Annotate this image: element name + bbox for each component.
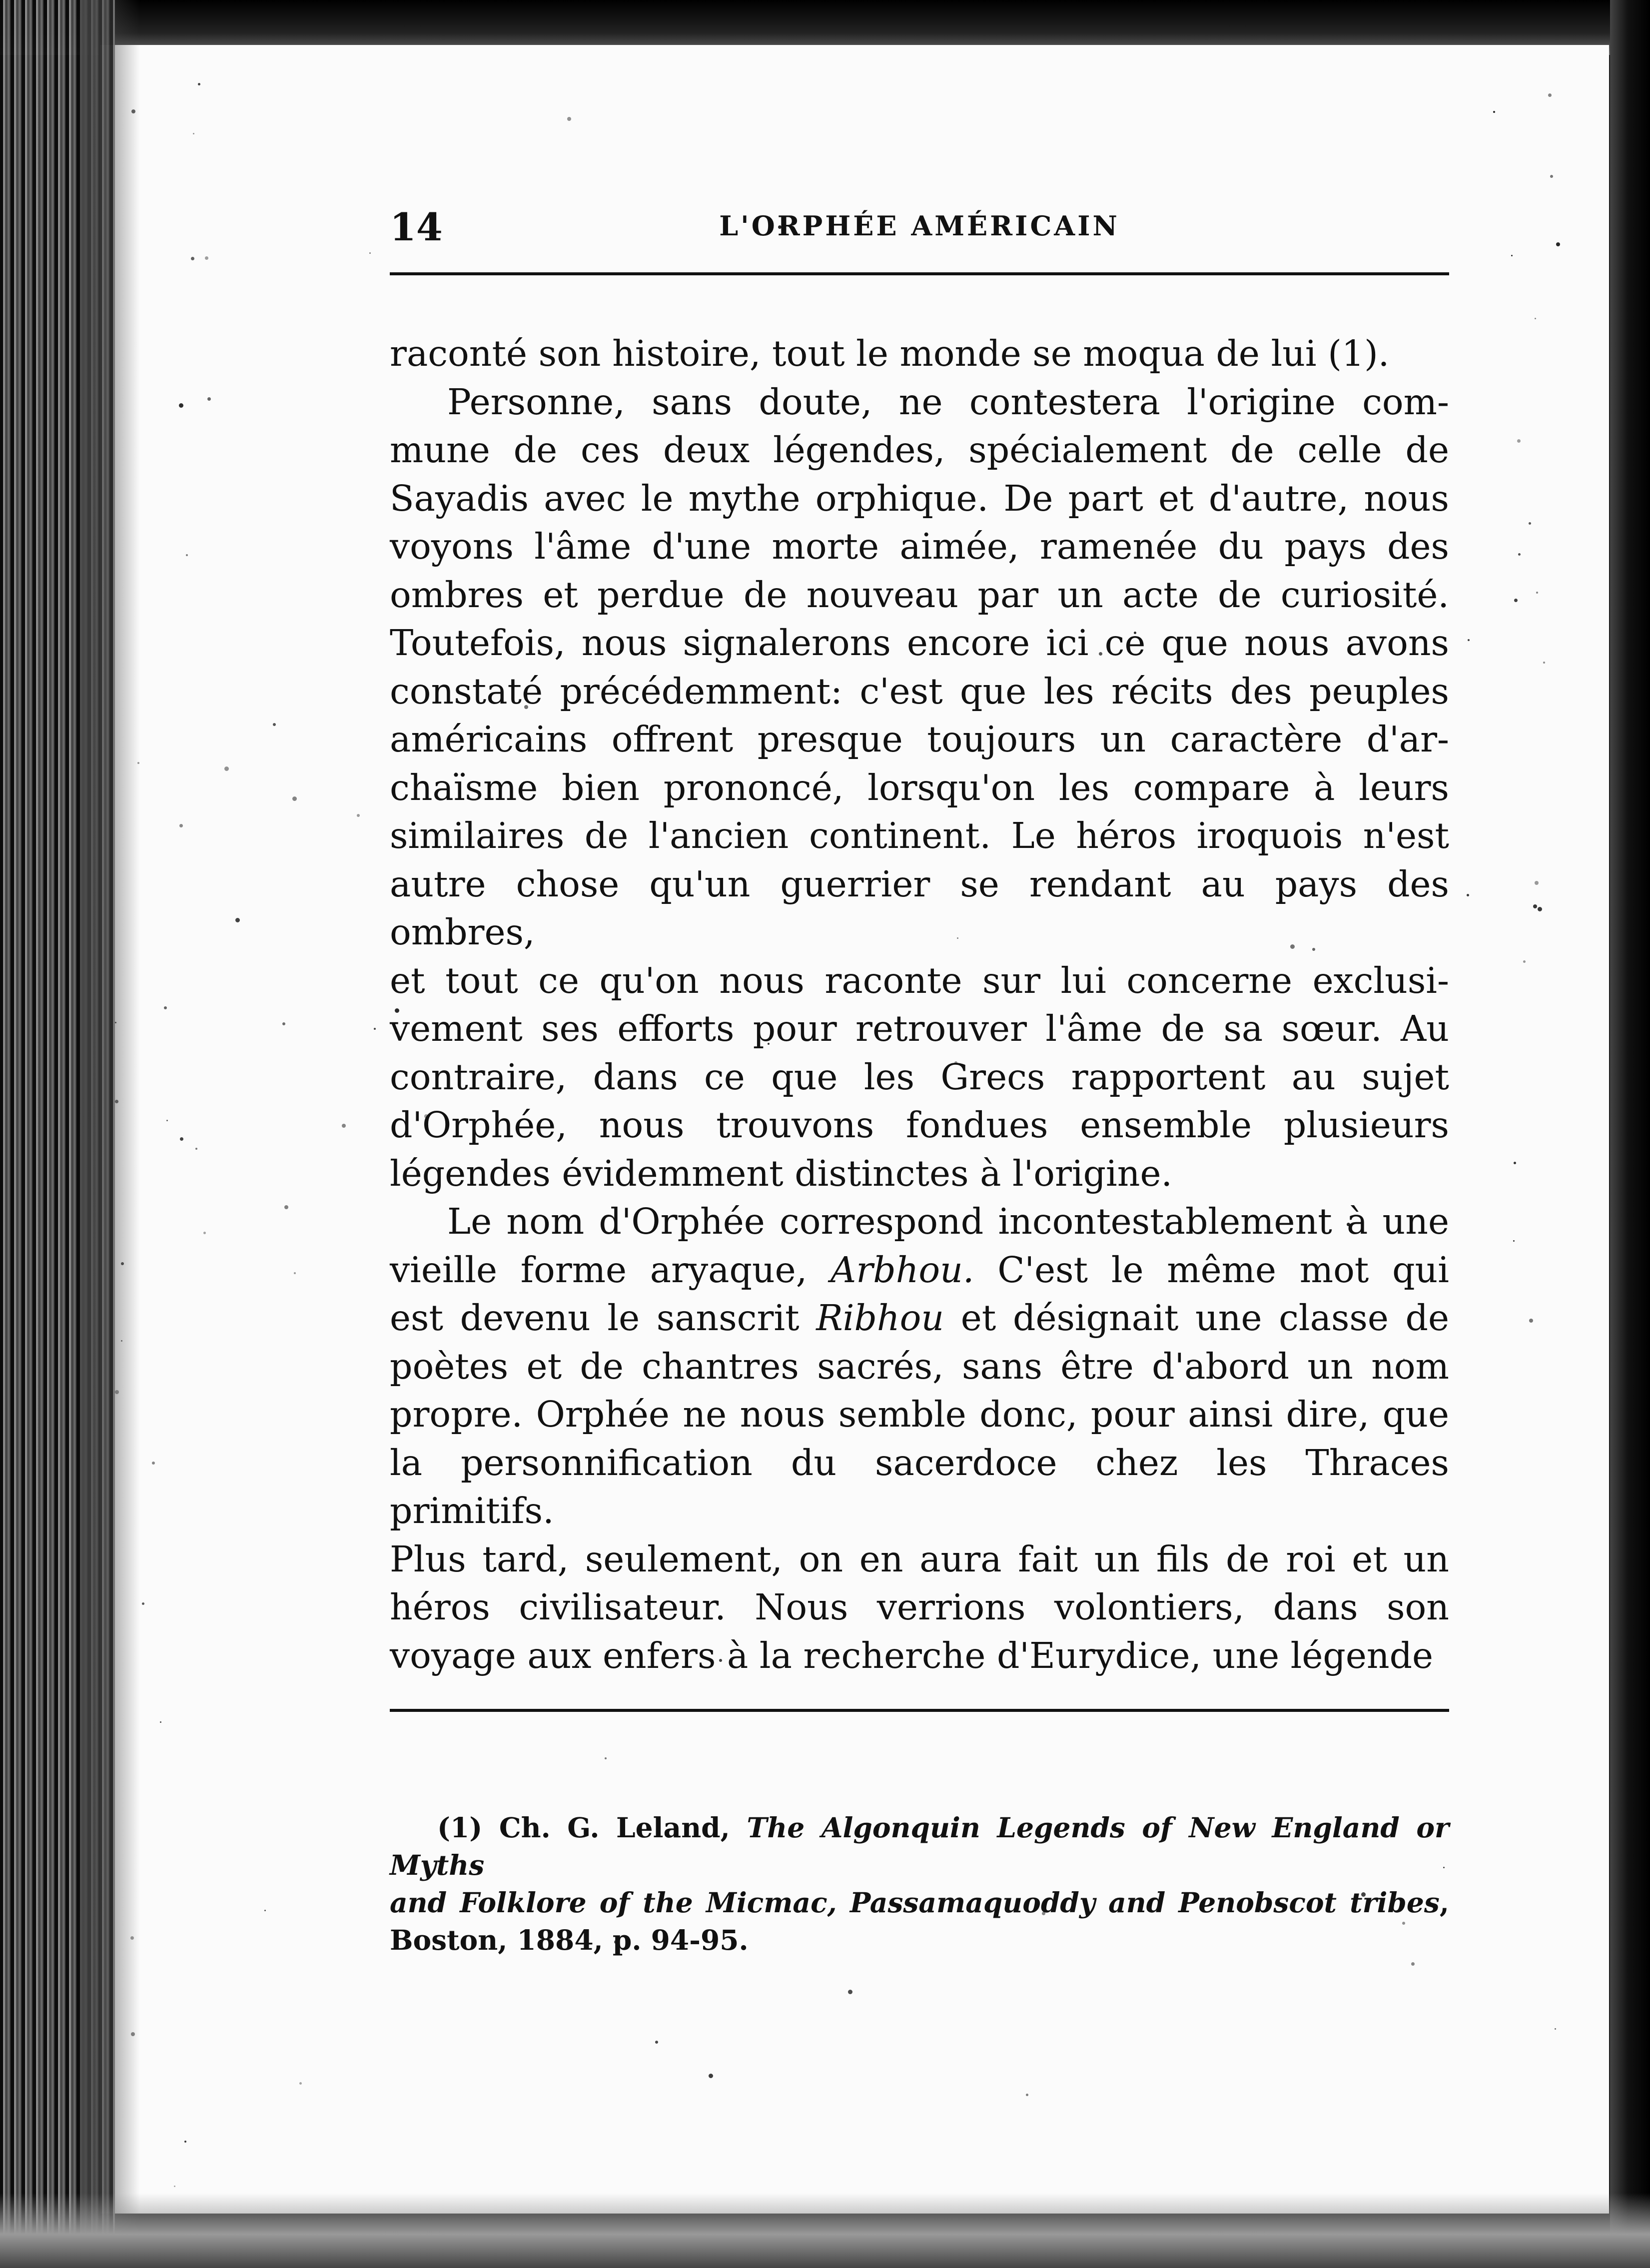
- footnote-line: (1) Ch. G. Leland, The Algonquin Legends of New England or Myths: [390, 1811, 1449, 1881]
- text-line: similaires de l'ancien continent. Le héros iroquois n'est: [390, 815, 1449, 856]
- speck: [374, 1028, 376, 1030]
- text-line: vieille forme aryaque, Arbhou. C'est le même mot qui: [390, 1249, 1449, 1291]
- speck: [1514, 1162, 1516, 1164]
- footnote-line: Boston, 1884, p. 94-95.: [390, 1924, 749, 1956]
- header-rule: [390, 272, 1449, 275]
- speck: [273, 723, 276, 726]
- speck: [342, 1124, 346, 1128]
- speck: [1533, 904, 1537, 908]
- speck: [193, 133, 194, 134]
- scan-border-left-fade: [80, 0, 140, 2268]
- italic-title: and Folklore of the Micmac, Passamaquoddy and Penobscot tribes: [390, 1886, 1440, 1919]
- italic-title: The Algonquin Legends of New England or Myths: [390, 1811, 1449, 1881]
- text-line: poètes et de chantres sacrés, sans être d'abord un nom: [390, 1345, 1449, 1387]
- text-line: mune de ces deux légendes, spécialement de celle de: [390, 429, 1449, 471]
- speck: [198, 83, 200, 85]
- speck: [195, 1148, 197, 1150]
- speck: [235, 918, 240, 922]
- italic-title: Arbhou.: [830, 1249, 974, 1291]
- text-line: est devenu le sanscrit Ribhou et désignait une classe de: [390, 1297, 1449, 1339]
- speck: [357, 814, 360, 817]
- speck: [284, 1205, 288, 1209]
- text-line: voyage aux enfers à la recherche d'Eurydice, une légende: [390, 1634, 1434, 1676]
- speck: [152, 1462, 155, 1465]
- text-line: chaïsme bien prononcé, lorsqu'on les compare à leurs: [390, 766, 1449, 808]
- text-line: Le nom d'Orphée correspond incontestablement à une: [447, 1201, 1449, 1242]
- speck: [160, 1721, 161, 1723]
- speck: [191, 257, 194, 260]
- speck: [1511, 255, 1513, 256]
- speck: [292, 796, 297, 801]
- speck: [294, 1272, 296, 1274]
- footnotes: [390, 1809, 1449, 1959]
- text-line: d'Orphée, nous trouvons fondues ensemble plusieurs: [390, 1104, 1449, 1146]
- speck: [184, 2141, 186, 2143]
- scan-border-bottom: [0, 2193, 1650, 2268]
- speck: [207, 397, 211, 401]
- text-line: et tout ce qu'on nous raconte sur lui concerne exclusi-: [390, 959, 1449, 1001]
- speck: [1513, 1240, 1515, 1242]
- text-line: Plus tard, seulement, on en aura fait un fils de roi et un: [390, 1538, 1449, 1580]
- text-line: autre chose qu'un guerrier se rendant au pays des ombres,: [390, 863, 1449, 953]
- speck: [1538, 907, 1542, 911]
- text-line: vement ses efforts pour retrouver l'âme de sa sœur. Au: [390, 1008, 1449, 1049]
- text-line: raconté son histoire, tout le monde se moqua de lui (1).: [390, 333, 1390, 374]
- italic-title: Ribhou: [816, 1297, 944, 1339]
- speck: [180, 1137, 183, 1141]
- text-line: américains offrent presque toujours un caractère d'ar-: [390, 719, 1449, 760]
- text-line: ombres et perdue de nouveau par un acte de curiosité.: [390, 574, 1449, 616]
- book-page: [100, 45, 1609, 2214]
- speck: [1467, 894, 1469, 896]
- speck: [369, 252, 371, 254]
- speck: [1550, 175, 1553, 178]
- speck: [1517, 439, 1521, 443]
- text-line: Sayadis avec le mythe orphique. De part et d'autre, nous: [390, 477, 1449, 519]
- speck: [1529, 1319, 1533, 1323]
- footnote-rule: [390, 1709, 1449, 1712]
- speck: [1518, 553, 1521, 556]
- text-line: propre. Orphée ne nous semble donc, pour ainsi dire, que: [390, 1394, 1449, 1435]
- speck: [205, 256, 208, 260]
- speck: [186, 554, 188, 556]
- speck: [1529, 522, 1531, 525]
- speck: [264, 1910, 266, 1911]
- speck: [1523, 960, 1526, 963]
- speck: [179, 403, 183, 408]
- text-line: Personne, sans doute, ne contestera l'origine com-: [447, 381, 1449, 423]
- text-line: héros civilisateur. Nous verrions volontiers, dans son: [390, 1586, 1449, 1628]
- speck: [164, 1006, 167, 1009]
- scan-border-right: [1610, 0, 1650, 2268]
- speck: [179, 824, 183, 827]
- text-line: voyons l'âme d'une morte aimée, ramenée du pays des: [390, 526, 1449, 567]
- speck: [1555, 2028, 1556, 2030]
- speck: [1556, 242, 1560, 246]
- text-block: [390, 45, 1449, 2214]
- text-line: Toutefois, nous signalerons encore ici ce que nous avons: [390, 622, 1449, 664]
- footnote-line: and Folklore of the Micmac, Passamaquoddy and Penobscot tribes,: [390, 1886, 1449, 1919]
- speck: [174, 2186, 175, 2187]
- running-title: L'ORPHÉE AMÉRICAIN: [719, 210, 1120, 242]
- text-line: la personnification du sacerdoce chez les Thraces primitifs.: [390, 1442, 1449, 1531]
- body-text: [390, 330, 1449, 1680]
- speck: [282, 1022, 285, 1025]
- speck: [166, 1120, 168, 1121]
- speck: [299, 2082, 302, 2085]
- speck: [224, 766, 229, 771]
- speck: [1468, 639, 1470, 641]
- speck: [1493, 111, 1495, 113]
- speck: [1535, 881, 1539, 885]
- page-number: 14: [390, 205, 443, 249]
- speck: [142, 1602, 144, 1605]
- speck: [1536, 592, 1538, 594]
- running-head: [390, 205, 1449, 260]
- speck: [1514, 599, 1518, 602]
- speck: [203, 1232, 206, 1234]
- text-line: contraire, dans ce que les Grecs rapportent au sujet: [390, 1056, 1449, 1098]
- text-line: légendes évidemment distinctes à l'origine.: [390, 1152, 1173, 1194]
- text-line: constaté précédemment: c'est que les récits des peuples: [390, 670, 1449, 712]
- speck: [1548, 93, 1552, 97]
- speck: [1543, 662, 1545, 664]
- speck: [1535, 318, 1536, 319]
